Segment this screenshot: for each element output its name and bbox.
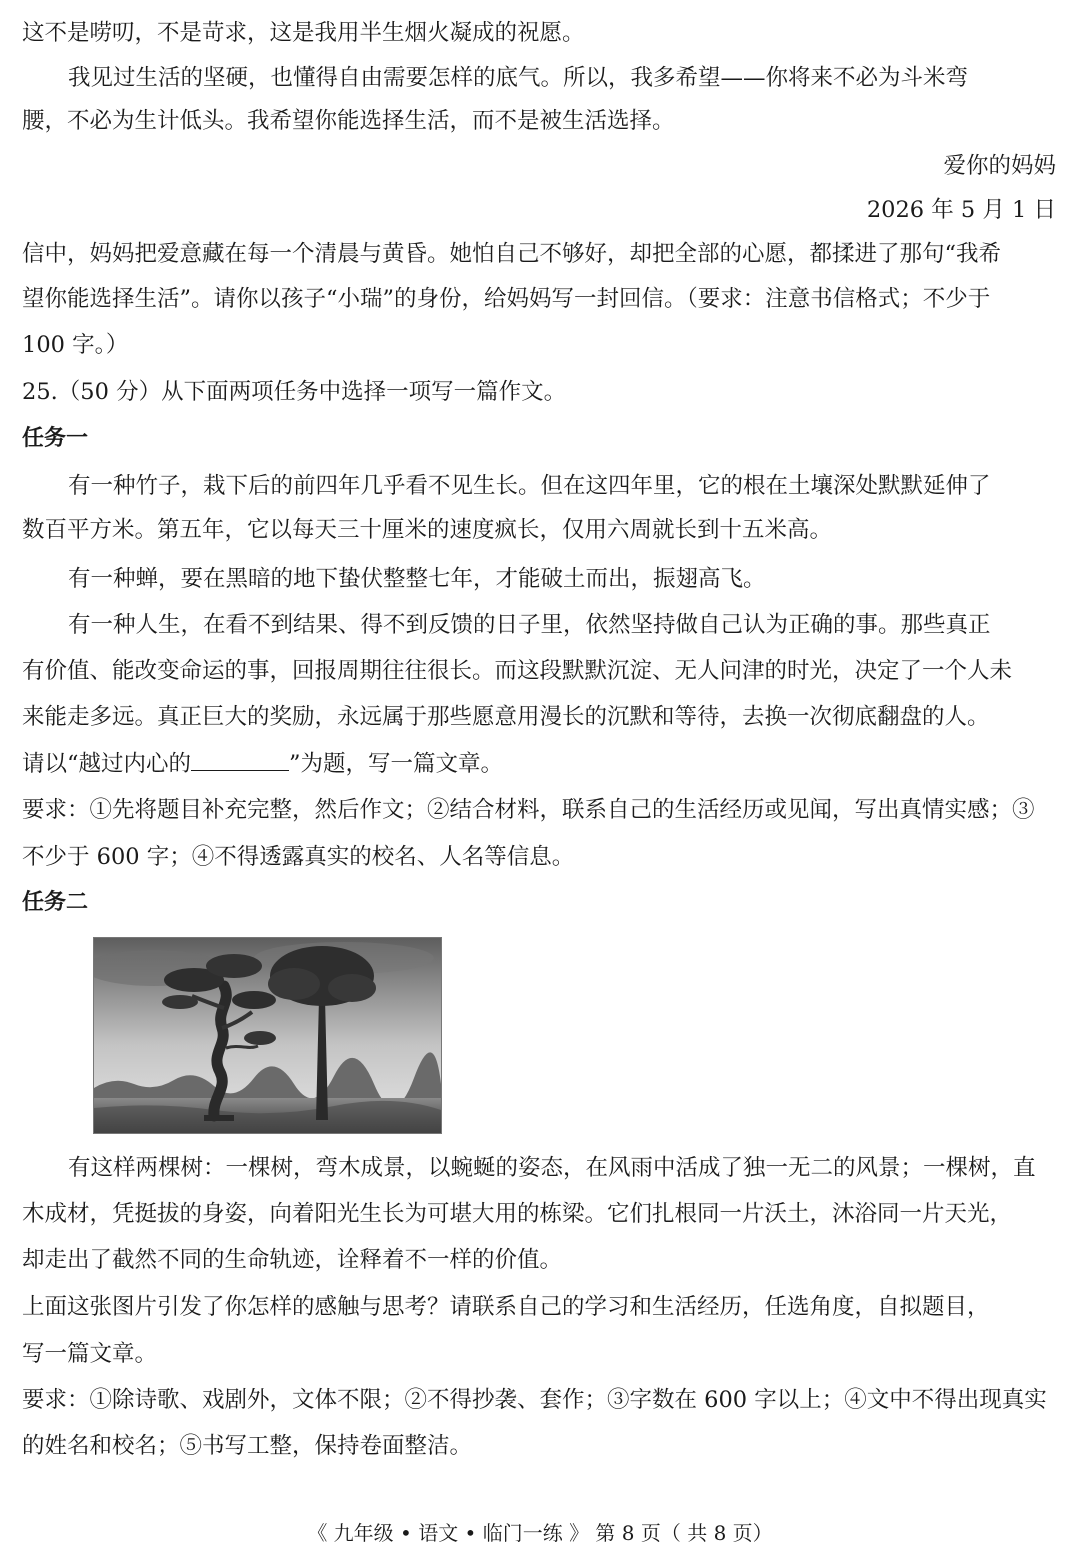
task2-paragraph-line: 却走出了截然不同的生命轨迹，诠释着不一样的价值。 xyxy=(22,1247,563,1273)
letter-line: 这不是唠叨，不是苛求，这是我用半生烟火凝成的祝愿。 xyxy=(22,20,585,46)
task1-paragraph-line: 有一种竹子，栽下后的前四年几乎看不见生长。但在这四年里，它的根在土壤深处默默延伸了 xyxy=(68,473,991,499)
task2-heading: 任务二 xyxy=(22,890,89,915)
task1-heading: 任务一 xyxy=(22,426,89,451)
task2-paragraph-line: 有这样两棵树：一棵树，弯木成景，以蜿蜒的姿态，在风雨中活成了独一无二的风景；一棵树，直 xyxy=(68,1155,1036,1181)
task1-paragraph-line: 有一种蝉，要在黑暗的地下蛰伏整整七年，才能破土而出，振翅高飞。 xyxy=(68,566,766,592)
letter-line: 我见过生活的坚硬，也懂得自由需要怎样的底气。所以，我多希望——你将来不必为斗米弯 xyxy=(68,65,969,91)
task1-requirement-line: 不少于 600 字；④不得透露真实的校名、人名等信息。 xyxy=(22,844,575,870)
q25-instruction xyxy=(22,377,1060,407)
letter-line: 腰，不必为生计低头。我希望你能选择生活，而不是被生活选择。 xyxy=(22,108,675,134)
task2-requirement-line: 的姓名和校名；⑤书写工整，保持卷面整洁。 xyxy=(22,1433,473,1459)
task1-paragraph-line: 数百平方米。第五年，它以每天三十厘米的速度疯长，仅用六周就长到十五米高。 xyxy=(22,517,833,543)
letter-signature: 爱你的妈妈 xyxy=(943,153,1056,179)
task2-paragraph-line: 木成材，凭挺拔的身姿，向着阳光生长为可堪大用的栋梁。它们扎根同一片沃土，沐浴同一片天光， xyxy=(22,1201,1013,1227)
task1-paragraph-line: 来能走多远。真正巨大的奖励，永远属于那些愿意用漫长的沉默和等待，去换一次彻底翻盘的人。 xyxy=(22,704,990,730)
q24-prompt-line: 100 字。） xyxy=(22,332,129,358)
task1-title-prompt xyxy=(22,749,1060,779)
q25-emphasis: 选择一项 • • • • xyxy=(341,377,431,407)
title-prefix: 请以“越过内心的 xyxy=(22,751,192,777)
title-blank xyxy=(191,750,289,771)
letter-date: 2026 年 5 月 1 日 xyxy=(866,197,1056,223)
task2-question-line: 写一篇文章。 xyxy=(22,1341,158,1367)
task1-paragraph-line: 有一种人生，在看不到结果、得不到反馈的日子里，依然坚持做自己认为正确的事。那些真正 xyxy=(68,612,991,638)
title-suffix: ”为题，写一篇文章。 xyxy=(289,751,504,777)
q24-prompt-line: 望你能选择生活”。请你以孩子“小瑞”的身份，给妈妈写一封回信。（要求：注意书信格式；不少于 xyxy=(22,286,991,312)
task1-requirement-line: 要求：①先将题目补充完整，然后作文；②结合材料，联系自己的生活经历或见闻，写出真情实感；③ xyxy=(22,797,1035,823)
two-trees-image xyxy=(93,937,442,1134)
q25-prefix: 25.（50 分）从下面两项任务中 xyxy=(22,379,342,405)
q24-prompt-line: 信中，妈妈把爱意藏在每一个清晨与黄昏。她怕自己不够好，却把全部的心愿，都揉进了那句“我希 xyxy=(22,241,1002,267)
task2-question-line: 上面这张图片引发了你怎样的感触与思考？请联系自己的学习和生活经历，任选角度，自拟题目， xyxy=(22,1294,990,1320)
task2-requirement-line: 要求：①除诗歌、戏剧外，文体不限；②不得抄袭、套作；③字数在 600 字以上；④文中不得出现真实 xyxy=(22,1387,1047,1413)
page-footer: 《 九年级 • 语文 • 临门一练 》 第 8 页（ 共 8 页） xyxy=(307,1521,773,1545)
q25-suffix: 写一篇作文。 xyxy=(431,379,567,405)
task1-paragraph-line: 有价值、能改变命运的事，回报周期往往很长。而这段默默沉淀、无人问津的时光，决定了一个人未 xyxy=(22,658,1013,684)
